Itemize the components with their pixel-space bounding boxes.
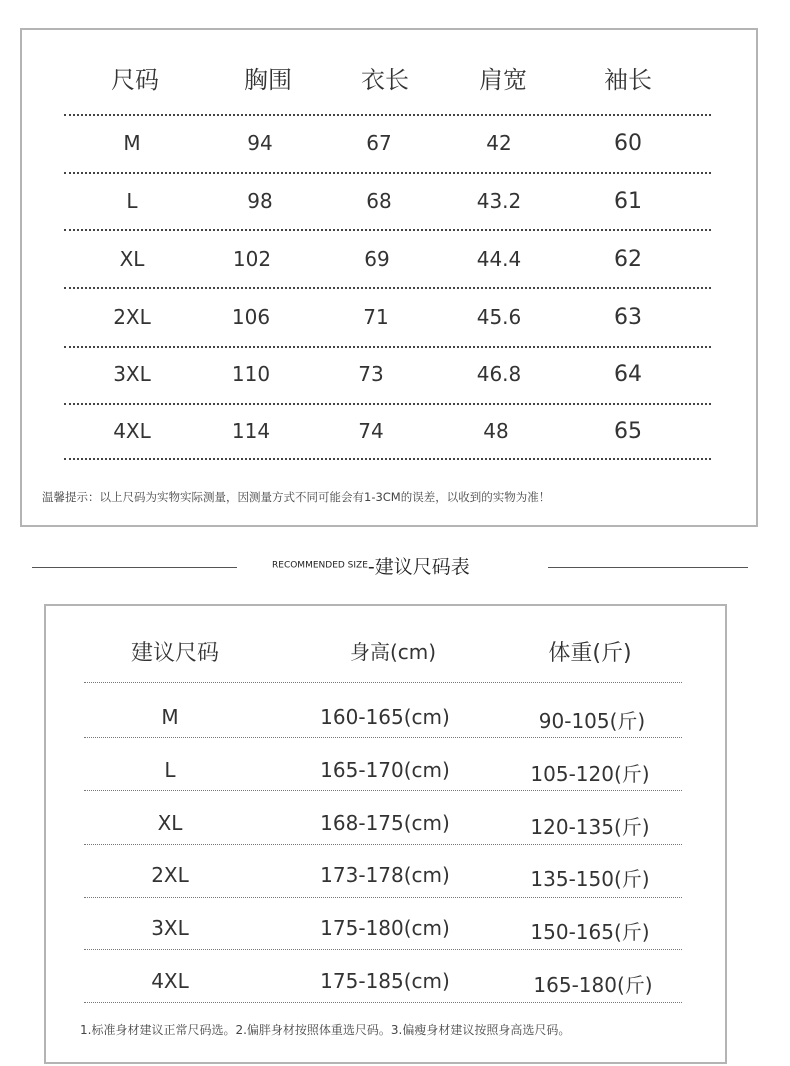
- sleeve-cell: 63: [614, 305, 642, 330]
- length-cell: 68: [366, 189, 392, 213]
- shoulder-cell: 45.6: [476, 305, 522, 329]
- height-cell: 175-180(cm): [320, 916, 450, 940]
- header-height: 身高(cm): [349, 640, 437, 664]
- recommend-section-title: [272, 552, 470, 579]
- divider-line-left: [32, 567, 237, 568]
- row-divider: [84, 682, 682, 683]
- shoulder-cell: 43.2: [476, 189, 522, 213]
- chest-cell: 106: [231, 305, 271, 329]
- size-cell: M: [161, 705, 179, 729]
- header-size: 尺码: [111, 66, 159, 94]
- shoulder-cell: 46.8: [476, 362, 522, 386]
- size-cell: 3XL: [113, 362, 151, 386]
- size-cell: 2XL: [113, 305, 151, 329]
- chest-cell: 114: [231, 419, 271, 443]
- length-cell: 69: [364, 247, 390, 271]
- height-cell: 173-178(cm): [320, 863, 450, 887]
- size-cell: XL: [119, 247, 145, 271]
- sleeve-cell: 60: [614, 131, 642, 156]
- row-divider: [84, 790, 682, 791]
- header-recommended-size: 建议尺码: [130, 641, 220, 666]
- row-divider: [64, 229, 711, 231]
- header-chest: 胸围: [244, 66, 292, 94]
- row-divider: [64, 403, 711, 405]
- weight-cell: 90-105(斤): [538, 709, 646, 733]
- length-cell: 73: [358, 362, 384, 386]
- size-cell: 4XL: [113, 419, 151, 443]
- chest-cell: 110: [231, 362, 271, 386]
- sleeve-cell: 64: [614, 362, 642, 387]
- recommendation-note: 1.标准身材建议正常尺码选。2.偏胖身材按照体重选尺码。3.偏瘦身材建议按照身高选尺码。: [80, 1023, 571, 1037]
- weight-cell: 105-120(斤): [530, 762, 650, 786]
- length-cell: 74: [358, 419, 384, 443]
- weight-cell: 135-150(斤): [530, 867, 650, 891]
- header-weight: 体重(斤): [548, 641, 632, 666]
- sleeve-cell: 61: [614, 189, 642, 214]
- header-sleeve: 袖长: [604, 66, 652, 94]
- weight-cell: 150-165(斤): [530, 920, 650, 944]
- recommend-table-panel: [44, 604, 727, 1064]
- weight-cell: 120-135(斤): [530, 815, 650, 839]
- recommend-title-cn: -建议尺码表: [367, 556, 470, 578]
- row-divider: [64, 287, 711, 289]
- size-cell: M: [123, 131, 141, 155]
- row-divider: [64, 458, 711, 460]
- row-divider: [64, 114, 711, 116]
- height-cell: 168-175(cm): [320, 811, 450, 835]
- height-cell: 165-170(cm): [320, 758, 450, 782]
- height-cell: 175-185(cm): [320, 969, 450, 993]
- row-divider: [84, 897, 682, 898]
- header-length: 衣长: [361, 66, 409, 94]
- row-divider: [84, 949, 682, 950]
- row-divider: [64, 172, 711, 174]
- row-divider: [84, 844, 682, 845]
- row-divider: [84, 737, 682, 738]
- row-divider: [64, 346, 711, 348]
- length-cell: 67: [366, 131, 392, 155]
- shoulder-cell: 44.4: [476, 247, 522, 271]
- chest-cell: 94: [247, 131, 273, 155]
- length-cell: 71: [363, 305, 389, 329]
- size-cell: XL: [157, 811, 183, 835]
- chest-cell: 102: [232, 247, 272, 271]
- row-divider: [84, 1002, 682, 1003]
- recommend-title-en: RECOMMENDED SIZE: [272, 560, 368, 571]
- size-cell: 3XL: [151, 916, 189, 940]
- height-cell: 160-165(cm): [320, 705, 450, 729]
- measurement-note: 温馨提示：以上尺码为实物实际测量，因测量方式不同可能会有1-3CM的误差，以收到的实物为准！: [42, 490, 551, 504]
- header-shoulder: 肩宽: [479, 66, 527, 94]
- weight-cell: 165-180(斤): [533, 973, 653, 997]
- size-cell: L: [164, 758, 176, 782]
- divider-line-right: [548, 567, 748, 568]
- shoulder-cell: 48: [483, 419, 509, 443]
- shoulder-cell: 42: [486, 131, 512, 155]
- sleeve-cell: 65: [614, 419, 642, 444]
- chest-cell: 98: [247, 189, 273, 213]
- sleeve-cell: 62: [614, 247, 642, 272]
- size-table-panel: [20, 28, 758, 527]
- size-cell: L: [126, 189, 138, 213]
- size-cell: 4XL: [151, 969, 189, 993]
- size-cell: 2XL: [151, 863, 189, 887]
